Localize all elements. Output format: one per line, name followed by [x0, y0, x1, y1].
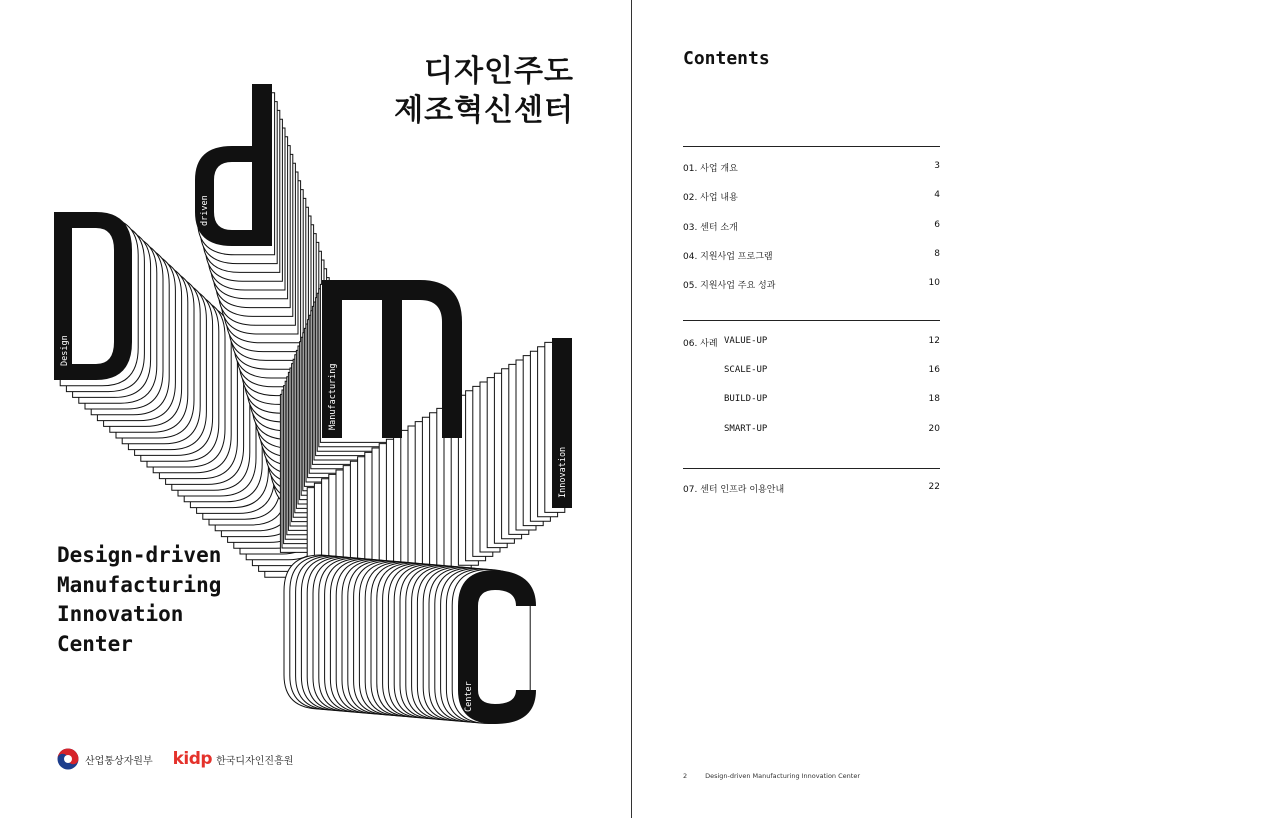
toc-item[interactable]	[683, 161, 940, 175]
contents-page	[632, 0, 1265, 818]
toc-item[interactable]	[683, 249, 940, 263]
toc-case-label: VALUE-UP	[724, 336, 768, 346]
letter-small-d-label: driven	[200, 195, 210, 226]
toc-cases-label: 06. 사례	[683, 339, 718, 349]
footer-text: Design-driven Manufacturing Innovation Center	[705, 772, 860, 780]
toc-item[interactable]	[683, 424, 940, 438]
page-footer	[683, 772, 860, 780]
toc-item[interactable]	[683, 365, 940, 379]
footer-page-number: 2	[683, 772, 688, 780]
letter-m-label: Manufacturing	[328, 363, 338, 430]
toc-case-label: SMART-UP	[724, 424, 768, 434]
toc-item-page: 3	[934, 161, 940, 171]
section-rule	[683, 468, 940, 469]
korean-title-line-2: 제조혁신센터	[394, 93, 574, 128]
ministry-name: 산업통상자원부	[85, 755, 153, 767]
toc-item[interactable]	[683, 394, 940, 408]
letter-i-label: Innovation	[558, 446, 568, 498]
korean-title	[394, 52, 574, 130]
taegeuk-emblem-icon	[57, 748, 79, 770]
kidp-logo: kidp	[172, 749, 213, 769]
letter-c-label: Center	[464, 681, 474, 712]
toc-item-page: 10	[928, 278, 940, 288]
toc-item-page: 12	[928, 336, 940, 346]
toc-item-label: 02. 사업 내용	[683, 193, 738, 203]
korean-title-line-1: 디자인주도	[424, 54, 574, 89]
toc-item[interactable]	[683, 190, 940, 204]
toc-item-page: 20	[928, 424, 940, 434]
toc-item-label: 05. 지원사업 주요 성과	[683, 281, 776, 291]
toc-item-label: 01. 사업 개요	[683, 164, 738, 174]
toc-item-page: 6	[934, 220, 940, 230]
toc-item-page: 18	[928, 394, 940, 404]
toc-case-label: SCALE-UP	[724, 365, 768, 375]
kidp-name: 한국디자인진흥원	[216, 755, 294, 767]
toc-item-page: 22	[928, 482, 940, 492]
section-rule	[683, 320, 940, 321]
toc-case-label: BUILD-UP	[724, 394, 768, 404]
english-title-line: Design-driven	[57, 543, 222, 567]
english-title-line: Innovation	[57, 602, 184, 626]
contents-heading: Contents	[683, 48, 770, 69]
cover-page	[0, 0, 632, 818]
toc-item[interactable]	[683, 220, 940, 234]
english-title-line: Center	[57, 631, 133, 656]
toc-item-label: 07. 센터 인프라 이용안내	[683, 485, 785, 495]
english-title-line: Manufacturing	[57, 572, 222, 597]
letter-d-label: Design	[60, 335, 70, 366]
toc-item[interactable]	[683, 278, 940, 292]
section-rule	[683, 146, 940, 147]
toc-item[interactable]	[683, 336, 940, 350]
toc-item-label: 03. 센터 소개	[683, 223, 738, 233]
toc-item-page: 16	[928, 365, 940, 375]
publisher-logos	[57, 745, 293, 773]
toc-item-label: 04. 지원사업 프로그램	[683, 252, 773, 262]
toc-item-page: 8	[934, 249, 940, 259]
toc-item-page: 4	[934, 190, 940, 200]
english-title	[57, 541, 221, 659]
toc-item[interactable]	[683, 482, 940, 496]
